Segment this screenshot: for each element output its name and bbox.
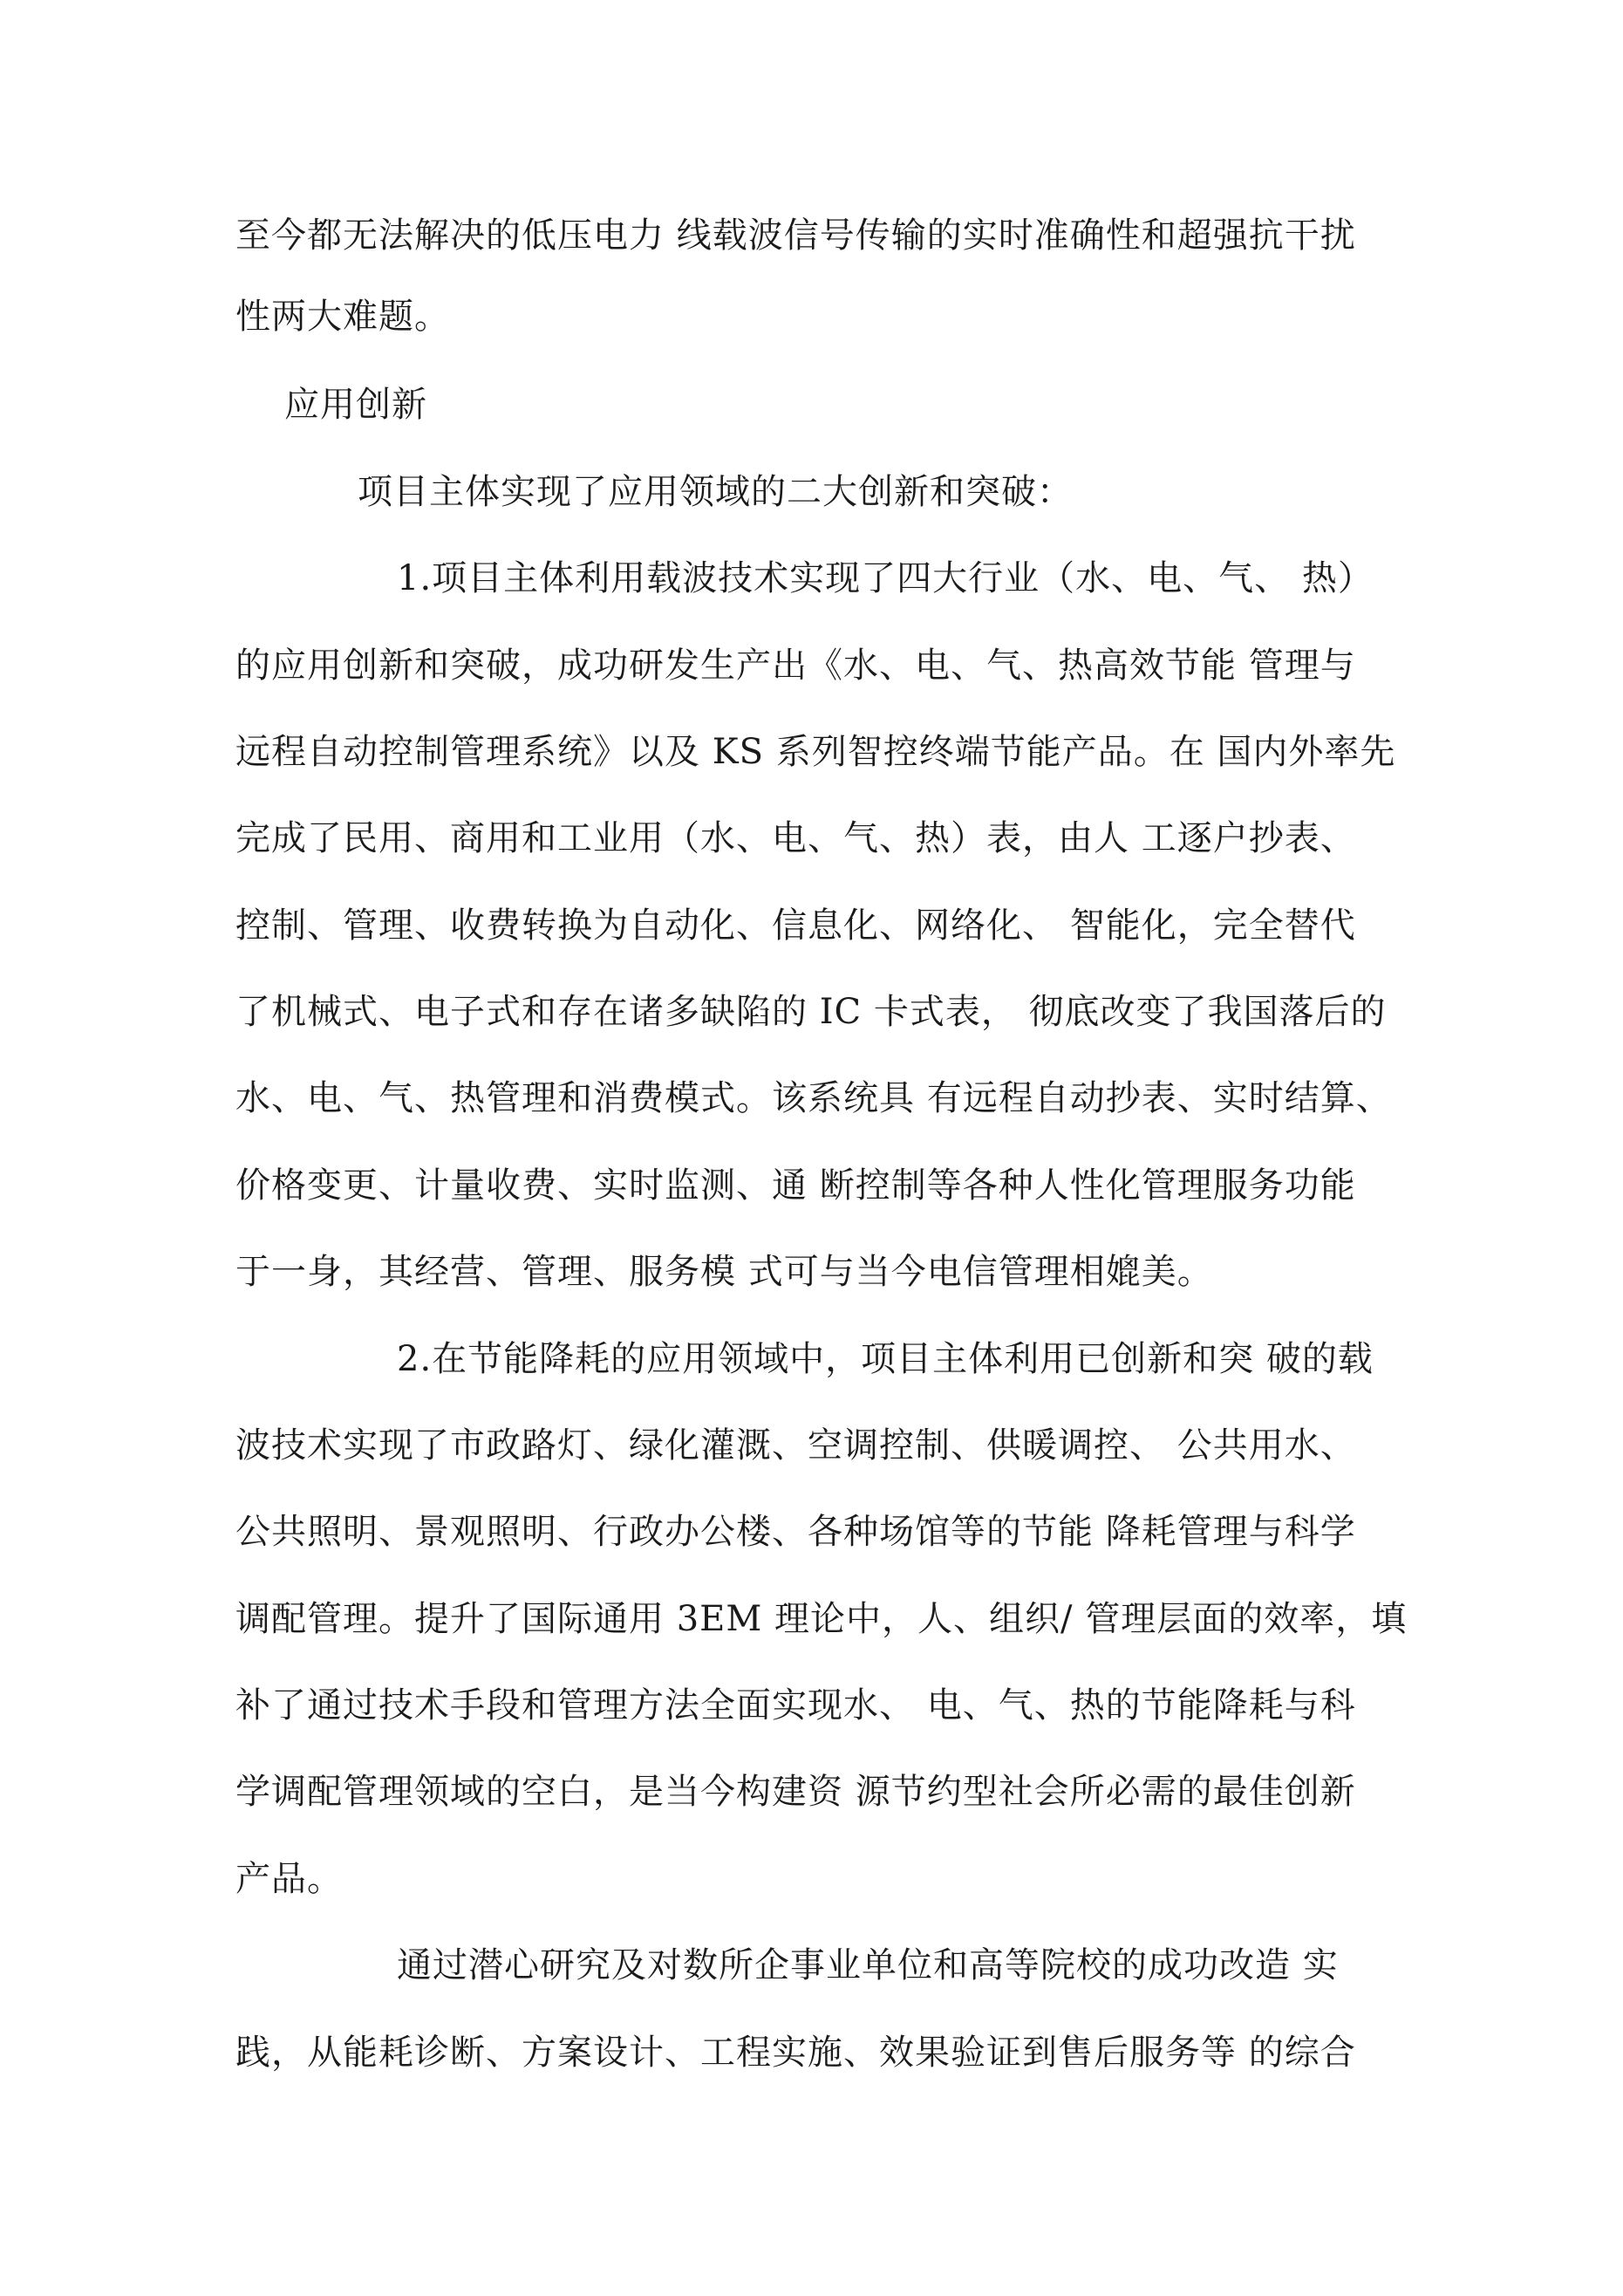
text-line-19: 产品。 xyxy=(235,1859,343,1899)
text-line-7: 完成了民用、商用和工业用（水、电、气、热）表，由人 工逐户抄表、 xyxy=(235,818,1356,858)
text-line-12: 于一身，其经营、管理、服务模 式可与当今电信管理相媲美。 xyxy=(235,1252,1213,1292)
text-line-3: 项目主体实现了应用领域的二大创新和突破： xyxy=(358,472,1073,512)
text-line-21: 践，从能耗诊断、方案设计、工程实施、效果验证到售后服务等 的综合 xyxy=(235,2033,1356,2073)
text-line-2: 性两大难题。 xyxy=(235,297,450,337)
text-line-5: 的应用创新和突破，成功研发生产出《水、电、气、热高效节能 管理与 xyxy=(235,646,1356,686)
text-line-8: 控制、管理、收费转换为自动化、信息化、网络化、 智能化，完全替代 xyxy=(235,905,1356,946)
text-line-6: 远程自动控制管理系统》以及 KS 系列智控终端节能产品。在 国内外率先 xyxy=(235,732,1396,772)
text-line-15: 公共照明、景观照明、行政办公楼、各种场馆等的节能 降耗管理与科学 xyxy=(235,1512,1356,1552)
text-line-18: 学调配管理领域的空白，是当今构建资 源节约型社会所必需的最佳创新 xyxy=(235,1772,1356,1812)
text-line-10: 水、电、气、热管理和消费模式。该系统具 有远程自动抄表、实时结算、 xyxy=(235,1078,1392,1118)
section-heading: 应用创新 xyxy=(284,385,427,425)
list-item-2: 2.在节能降耗的应用领域中，项目主体利用已创新和突 破的载 xyxy=(397,1339,1374,1379)
text-line-20: 通过潜心研究及对数所企事业单位和高等院校的成功改造 实 xyxy=(397,1945,1339,1985)
text-line-14: 波技术实现了市政路灯、绿化灌溉、空调控制、供暖调控、 公共用水、 xyxy=(235,1425,1356,1466)
text-line-16: 调配管理。提升了国际通用 3EM 理论中，人、组织/ 管理层面的效率，填 xyxy=(235,1599,1408,1639)
text-line-9: 了机械式、电子式和存在诸多缺陷的 IC 卡式表， 彻底改变了我国落后的 xyxy=(235,992,1387,1032)
list-item-1: 1.项目主体利用载波技术实现了四大行业（水、电、气、 热） xyxy=(397,558,1374,598)
text-line-1: 至今都无法解决的低压电力 线载波信号传输的实时准确性和超强抗干扰 xyxy=(235,215,1356,256)
text-line-17: 补了通过技术手段和管理方法全面实现水、 电、气、热的节能降耗与科 xyxy=(235,1685,1356,1725)
text-line-11: 价格变更、计量收费、实时监测、通 断控制等各种人性化管理服务功能 xyxy=(235,1165,1356,1206)
